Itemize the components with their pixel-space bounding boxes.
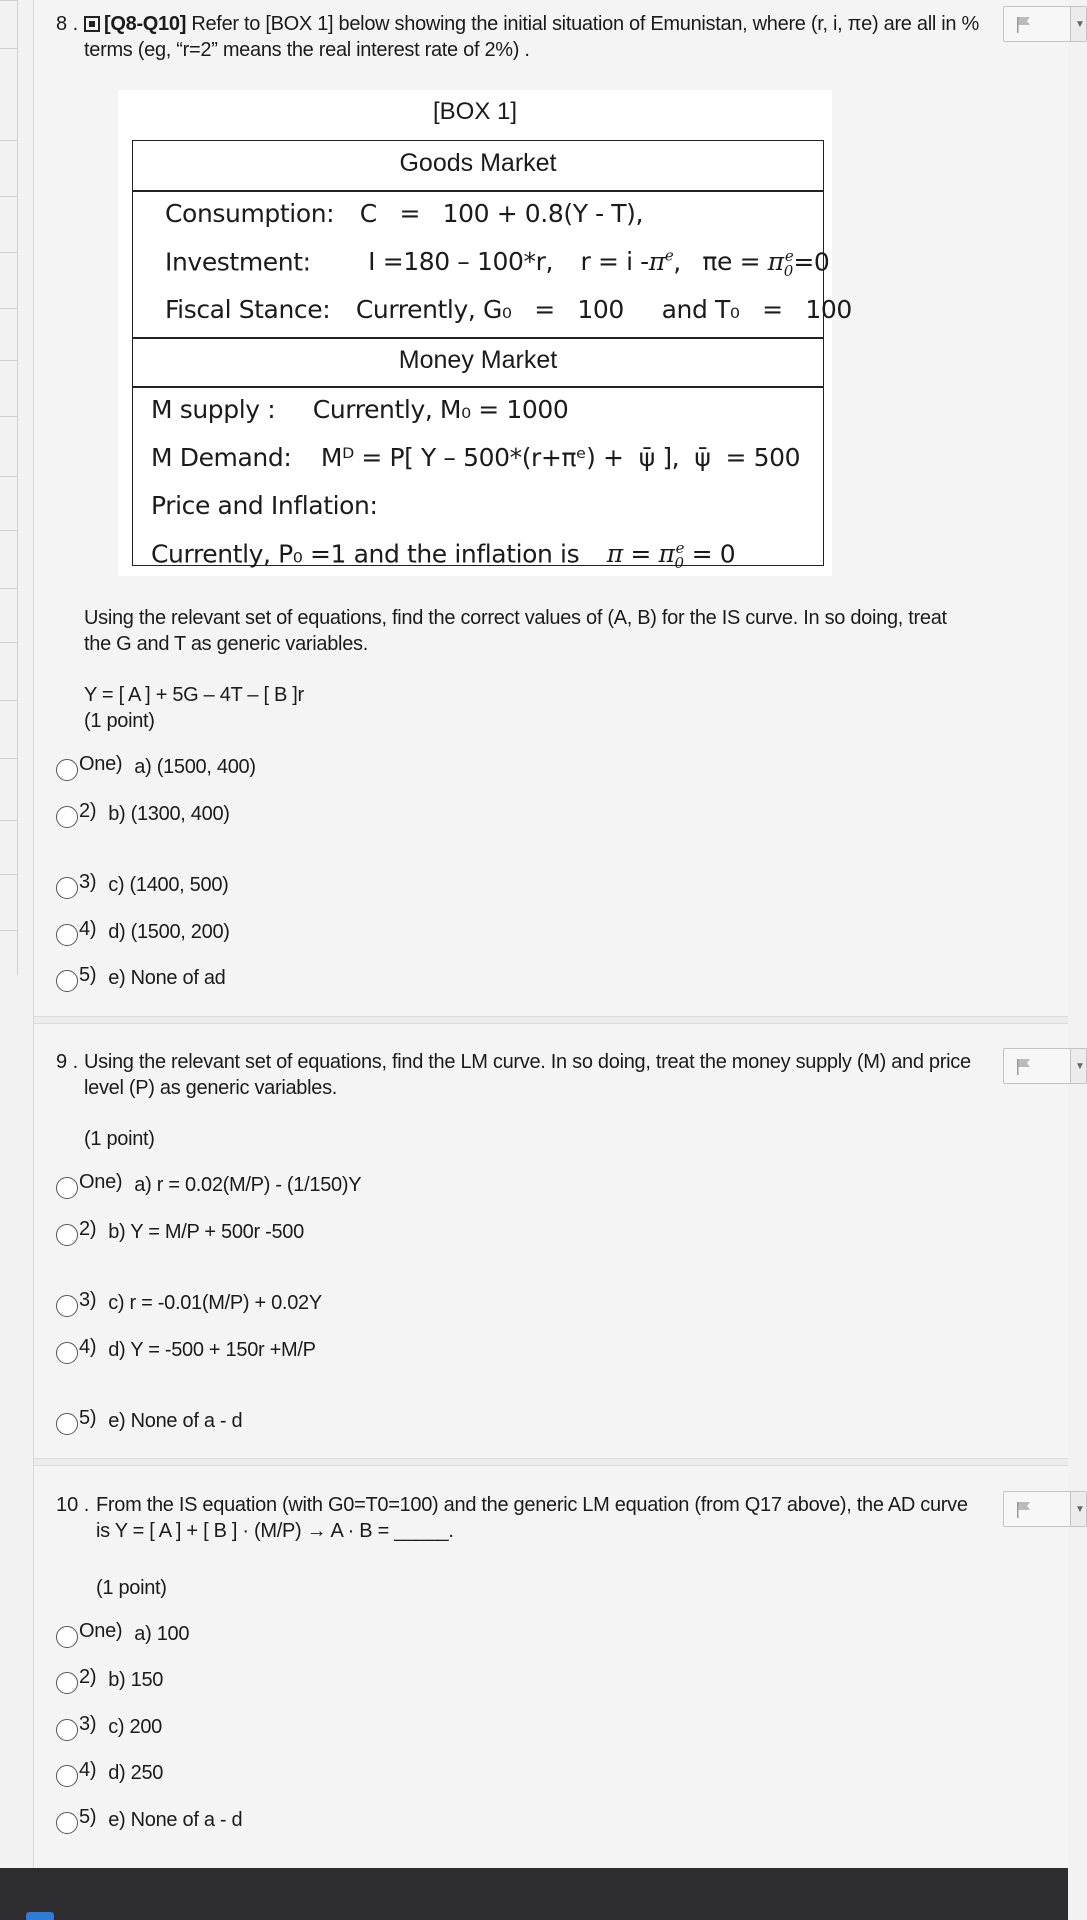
radio-button[interactable] [56, 1413, 78, 1435]
rail-tick [0, 642, 18, 643]
option-label: c) (1400, 500) [108, 873, 229, 896]
quiz-content [33, 0, 1085, 1868]
rail-tick [0, 930, 18, 931]
rail-tick [0, 820, 18, 821]
chevron-down-icon: ▼ [1075, 1061, 1085, 1072]
question-tag: [Q8-Q10] [104, 13, 187, 35]
rail-tick [0, 416, 18, 417]
flag-icon [1016, 1501, 1032, 1519]
radio-button[interactable] [56, 970, 78, 992]
radio-button[interactable] [56, 1626, 78, 1648]
instruction-line2: the G and T as generic variables. [84, 633, 368, 655]
option-label: a) r = 0.02(M/P) - (1/150)Y [134, 1173, 362, 1196]
checkbox-icon [84, 16, 100, 32]
rail-tick [0, 588, 18, 589]
option-3[interactable] [56, 869, 229, 901]
price-label-row: Price and Inflation: [151, 491, 378, 520]
option-label: a) (1500, 400) [134, 755, 256, 778]
option-number: 5) [79, 1805, 97, 1828]
investment-eq: I =180 – 100*r, [368, 247, 553, 277]
question-text-line1: From the IS equation (with G0=T0=100) and the generic LM equation (from Q17 above), the AD curve [96, 1494, 968, 1516]
option-4[interactable] [56, 916, 230, 948]
option-label: d) (1500, 200) [108, 920, 230, 943]
question-separator [34, 1016, 1068, 1024]
chevron-down-icon: ▼ [1075, 1504, 1085, 1515]
option-label: b) 150 [108, 1668, 164, 1691]
instruction-line1: Using the relevant set of equations, find the correct values of (A, B) for the IS curve. In so doing, treat [84, 607, 947, 629]
option-number: One) [79, 1170, 123, 1193]
price-row: Currently, P₀ =1 and the inflation is $\pi = \pi_0^e = 0$ [151, 539, 736, 573]
investment-eq2: r = i - [580, 247, 649, 277]
pi-e-symbol: $\pi^e$ [648, 247, 674, 277]
flag-question-button[interactable] [1003, 1491, 1087, 1527]
option-1[interactable] [56, 1169, 361, 1201]
radio-button[interactable] [56, 1295, 78, 1317]
option-label: c) 200 [108, 1715, 162, 1738]
option-label: d) 250 [108, 1761, 164, 1784]
money-market-title: Money Market [398, 346, 558, 374]
question-text-line2: is Y = [ A ] + [ B ] · (M/P) → A · B = _____. [96, 1520, 454, 1542]
option-5[interactable] [56, 962, 225, 994]
box-1 [118, 90, 852, 576]
rail-tick [0, 48, 18, 49]
option-number: 2) [79, 1217, 97, 1240]
rail-tick [0, 0, 18, 1]
pi-symbol: π [606, 539, 623, 569]
rail-tick [0, 530, 18, 531]
investment-label: Investment: [165, 247, 311, 277]
option-2[interactable] [56, 1664, 163, 1696]
radio-button[interactable] [56, 924, 78, 946]
radio-button[interactable] [56, 1719, 78, 1741]
mdemand-row [151, 443, 800, 472]
radio-button[interactable] [56, 806, 78, 828]
radio-button[interactable] [56, 1342, 78, 1364]
msupply-row [151, 395, 568, 424]
rail-tick [0, 476, 18, 477]
radio-button[interactable] [56, 1812, 78, 1834]
left-rail [0, 0, 18, 975]
option-number: One) [79, 752, 123, 775]
option-4[interactable] [56, 1334, 316, 1366]
rail-tick [0, 360, 18, 361]
flag-question-button[interactable] [1003, 6, 1087, 42]
option-2[interactable] [56, 1216, 304, 1248]
option-number: One) [79, 1619, 123, 1642]
goods-market-title: Goods Market [399, 149, 557, 177]
price-eq: Currently, P₀ =1 and the inflation is [151, 539, 580, 569]
option-number: 4) [79, 1335, 97, 1358]
flag-dropdown[interactable] [1070, 7, 1086, 41]
msupply-label: M supply : [151, 395, 276, 424]
divider [133, 190, 823, 192]
rail-tick [0, 140, 18, 141]
mdemand-label: M Demand: [151, 443, 292, 472]
option-number: 3) [79, 870, 97, 893]
option-2[interactable] [56, 798, 230, 830]
question-separator [34, 1458, 1068, 1466]
option-label: b) Y = M/P + 500r -500 [108, 1220, 304, 1243]
option-number: 5) [79, 1406, 97, 1429]
radio-button[interactable] [56, 877, 78, 899]
points-label: (1 point) [96, 1577, 167, 1599]
option-5[interactable] [56, 1804, 242, 1836]
option-1[interactable] [56, 1618, 189, 1650]
flag-question-button[interactable] [1003, 1048, 1087, 1084]
option-label: a) 100 [134, 1622, 190, 1645]
flag-dropdown[interactable] [1070, 1049, 1086, 1083]
is-equation: Y = [ A ] + 5G – 4T – [ B ]r [84, 684, 304, 706]
option-1[interactable] [56, 751, 256, 783]
radio-button[interactable] [56, 1672, 78, 1694]
option-5[interactable] [56, 1405, 242, 1437]
option-number: 4) [79, 1758, 97, 1781]
option-label: e) None of ad [108, 966, 226, 989]
option-number: 5) [79, 963, 97, 986]
points-label: (1 point) [84, 710, 155, 732]
option-3[interactable] [56, 1711, 162, 1743]
option-label: b) (1300, 400) [108, 802, 230, 825]
option-label: e) None of a - d [108, 1409, 243, 1432]
option-number: 4) [79, 917, 97, 940]
pi-e0-symbol: $\pi_0^e$ [658, 539, 685, 573]
rail-tick [0, 700, 18, 701]
fiscal-eq: Currently, G₀ = 100 and T₀ = 100 [355, 295, 852, 324]
points-label: (1 point) [84, 1128, 155, 1150]
consumption-eq: C = 100 + 0.8(Y - T), [359, 199, 644, 228]
box-title: [BOX 1] [432, 98, 518, 125]
price-eq2: = 0 [691, 539, 736, 569]
taskbar-indicator[interactable] [26, 1912, 54, 1920]
option-label: e) None of a - d [108, 1808, 243, 1831]
bottom-bar [0, 1868, 1068, 1920]
question-text-line2: level (P) as generic variables. [84, 1077, 338, 1099]
question-text [84, 11, 1004, 37]
box-table [132, 140, 852, 573]
divider [133, 386, 823, 388]
mdemand-eq: Mᴰ = P[ Y – 500*(r+πᵉ) + ψ̄ ], ψ̄ = 500 [320, 443, 801, 472]
option-number: 2) [79, 1665, 97, 1688]
option-number: 3) [79, 1712, 97, 1735]
question-number: 8 . [56, 13, 79, 35]
consumption-row [165, 199, 643, 228]
rail-tick [0, 308, 18, 309]
option-4[interactable] [56, 1757, 163, 1789]
radio-button[interactable] [56, 759, 78, 781]
chevron-down-icon: ▼ [1075, 19, 1085, 30]
fiscal-label: Fiscal Stance: [165, 295, 331, 324]
option-label: c) r = -0.01(M/P) + 0.02Y [108, 1291, 322, 1314]
flag-dropdown[interactable] [1070, 1492, 1086, 1526]
question-text-line1: Refer to [BOX 1] below showing the initial situation of Emunistan, where (r, i, πe) are all in % [191, 13, 979, 35]
option-number: 2) [79, 799, 97, 822]
fiscal-row [165, 295, 852, 324]
rail-tick [0, 196, 18, 197]
option-number: 3) [79, 1288, 97, 1311]
radio-button[interactable] [56, 1765, 78, 1787]
investment-eq3: πe = [702, 247, 761, 277]
flag-icon [1016, 16, 1032, 34]
msupply-eq: Currently, M₀ = 1000 [312, 395, 569, 424]
option-3[interactable] [56, 1287, 322, 1319]
question-number: 10 . [56, 1494, 90, 1516]
radio-button[interactable] [56, 1224, 78, 1246]
rail-tick [0, 252, 18, 253]
rail-tick [0, 874, 18, 875]
radio-button[interactable] [56, 1177, 78, 1199]
option-label: d) Y = -500 + 150r +M/P [108, 1338, 316, 1361]
consumption-label: Consumption: [165, 199, 335, 228]
divider [133, 337, 823, 339]
question-number: 9 . [56, 1051, 79, 1073]
investment-row: Investment: I =180 – 100*r, r = i $-\pi^e$, $\pi e = \pi_0^e=0$ [165, 247, 830, 281]
rail-tick [0, 758, 18, 759]
pi-e0-symbol: $\pi_0^e$ [767, 247, 794, 281]
question-text-line1: Using the relevant set of equations, find the LM curve. In so doing, treat the money supply (M) and price [84, 1051, 971, 1073]
question-text-line2: terms (eg, “r=2” means the real interest rate of 2%) . [84, 39, 530, 61]
flag-icon [1016, 1058, 1032, 1076]
